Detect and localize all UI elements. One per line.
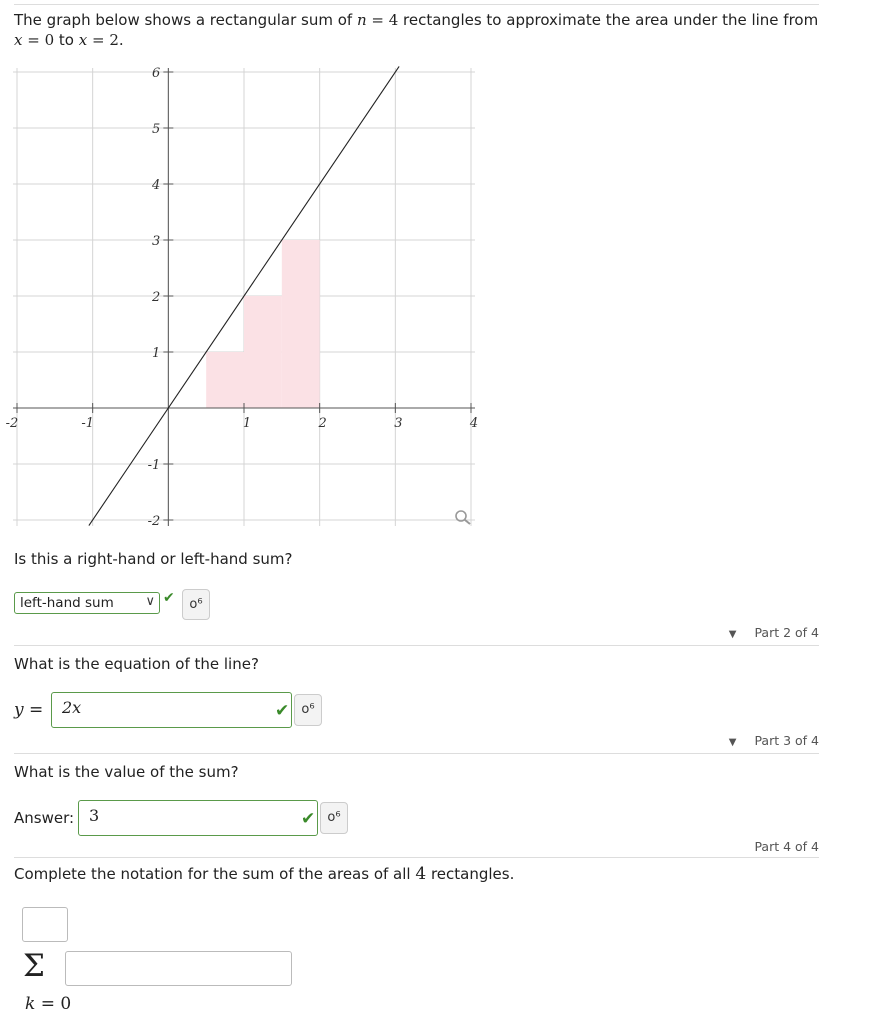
y-tick-label: 1 [152,346,161,361]
equation-value: 2x [62,698,82,717]
part3-question: What is the value of the sum? [14,763,239,781]
triangle-icon: ▼ [728,629,737,640]
x-tick-label: 2 [318,416,327,431]
upper-limit-input[interactable] [22,907,68,942]
equation-input[interactable] [51,692,292,728]
x-tick-label: 1 [242,416,252,431]
part2-question: What is the equation of the line? [14,655,259,673]
check-icon: ✔ [275,701,290,721]
check-icon: ✔ [163,590,175,606]
part4-label: Part 4 of 4 [754,839,819,854]
x-tick-label: 4 [469,416,479,431]
key-icon[interactable]: o⁶ [294,694,322,726]
y-tick-label: 3 [152,234,161,249]
lower-limit: k = 0 [25,994,72,1014]
answer-label: Answer: [14,809,75,827]
triangle-icon: ▼ [728,737,737,748]
x-tick-label: -2 [5,416,19,431]
sum-type-value: left-hand sum [20,595,114,611]
y-tick-label: 5 [152,122,161,137]
part1-question: Is this a right-hand or left-hand sum? [14,550,293,568]
part2-label: ▼ Part 2 of 4 [728,625,819,640]
zoom-icon[interactable] [453,508,473,526]
sum-value: 3 [89,806,100,825]
sum-value-input[interactable] [78,800,318,836]
key-icon[interactable]: o⁶ [182,589,210,620]
y-tick-label: 2 [152,290,161,305]
y-tick-label: 6 [152,66,161,81]
equation-prefix: y = [14,700,44,720]
sum-type-select[interactable] [14,592,160,614]
sum-rectangle [244,296,282,408]
sum-rectangle [206,352,244,408]
check-icon: ✔ [301,809,316,829]
y-tick-label: 4 [152,178,161,193]
x-tick-label: -1 [81,416,95,431]
x-tick-label: 3 [394,416,403,431]
sum-rectangle [282,240,320,408]
chevron-down-icon: ∨ [145,594,155,609]
key-icon[interactable]: o⁶ [320,802,348,834]
y-tick-label: -2 [147,514,161,529]
part4-question: Complete the notation for the sum of the areas of all 4 rectangles. [14,864,515,884]
sigma-symbol: Σ [23,948,45,984]
summand-input[interactable] [65,951,292,986]
part3-label: ▼ Part 3 of 4 [728,733,819,748]
y-tick-label: -1 [147,458,161,473]
intro-text: The graph below shows a rectangular sum of n = 4 rectangles to approximate the area under the line from x = 0 to x = 2. [14,11,819,49]
